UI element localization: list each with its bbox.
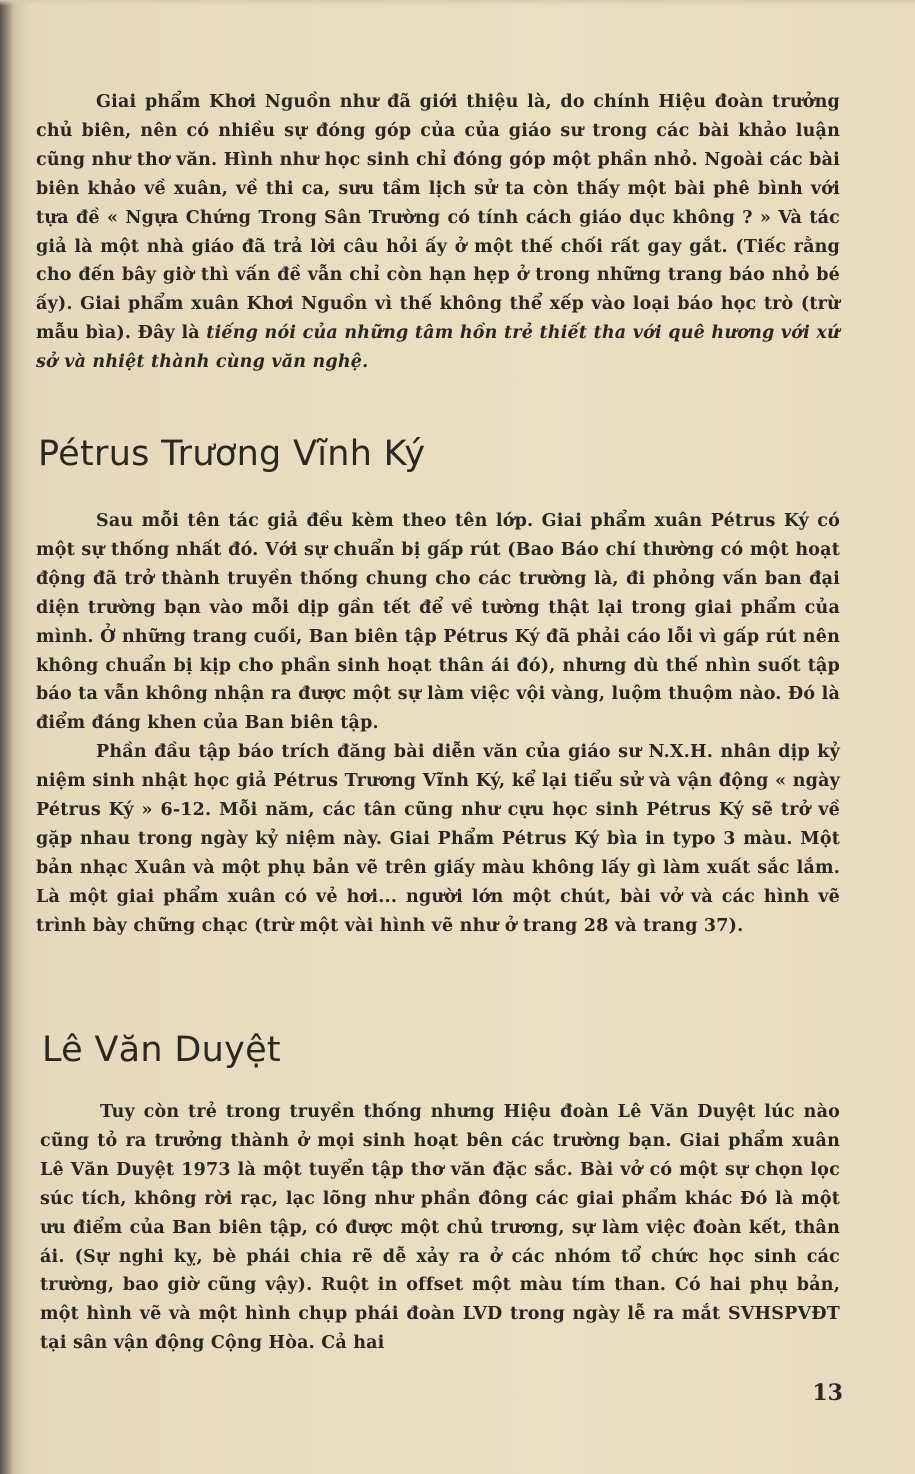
page-number: 13 [812, 1380, 843, 1406]
section-heading-petrus-ky: Pétrus Trương Vĩnh Ký [38, 434, 426, 474]
paragraph-1 [36, 88, 840, 377]
paragraph-1-italic: tiếng nói của những tâm hồn trẻ thiết tha với quê hương với xứ sở và nhiệt thành cùng văn nghệ. [36, 323, 840, 373]
section-le-van-duyet-body [40, 1098, 840, 1358]
paragraph-4: Tuy còn trẻ trong truyền thống nhưng Hiệu đoàn Lê Văn Duyệt lúc nào cũng tỏ ra trưởng thành ở mọi sinh hoạt bên các trường bạn. Giai phẩm xuân Lê Văn Duyệt 1973 là một tuyển tập thơ văn đặc sắc. Bài vở có một sự chọn lọc súc tích, không rời rạc, lạc lõng như phần đông các giai phẩm khác Đó là một ưu điểm của Ban biên tập, có được một chủ trương, sự làm việc đoàn kết, thân ái. (Sự nghi kỵ, bè phái chia rẽ dễ xảy ra ở các nhóm tổ chức học sinh các trường, bao giờ cũng vậy). Ruột in offset một màu tím than. Có hai phụ bản, một hình vẽ và một hình chụp phái đoàn LVD trong ngày lễ ra mắt SVHSPVĐT tại sân vận động Cộng Hòa. Cả hai [40, 1102, 840, 1354]
section-heading-le-van-duyet: Lê Văn Duyệt [42, 1030, 281, 1070]
paragraph-khoi-nguon [36, 88, 840, 377]
paragraph-2: Sau mỗi tên tác giả đều kèm theo tên lớp. Giai phẩm xuân Pétrus Ký có một sự thống nhất đó. Với sự chuẩn bị gấp rút (Bao Báo chí thường có một hoạt động đã trở thành truyền thống chung cho các trường là, đi phỏng vấn ban đại diện trường bạn vào mỗi dịp gần tết để về tường thật lại trong giai phẩm của mình. Ở những trang cuối, Ban biên tập Pétrus Ký đã phải cáo lỗi vì gấp rút nên không chuẩn bị kịp cho phần sinh hoạt thân ái đó), nhưng dù thế nhìn suốt tập báo ta vẫn không nhận ra được một sự làm việc vội vàng, luộm thuộm nào. Đó là điểm đáng khen của Ban biên tập. [36, 511, 840, 734]
section-petrus-ky-body [36, 507, 840, 941]
page-top-edge [0, 0, 915, 6]
paragraph-1-text: Giai phẩm Khơi Nguồn như đã giới thiệu là, do chính Hiệu đoàn trưởng chủ biên, nên có nhiều sự đóng góp của của giáo sư trong các bài khảo luận cũng như thơ văn. Hình như học sinh chỉ đóng góp một phần nhỏ. Ngoài các bài biên khảo về xuân, về thi ca, sưu tầm lịch sử ta còn thấy một bài phê bình với tựa đề « Ngựa Chứng Trong Sân Trường có tính cách giáo dục không ? » Và tác giả là một nhà giáo đã trả lời câu hỏi ấy ở một thế chối rất gay gắt. (Tiếc rằng cho đến bây giờ thì vấn đề vẫn chỉ còn hạn hẹp ở trong những trang báo nhỏ bé ấy). Giai phẩm xuân Khơi Nguồn vì thế không thể xếp vào loại báo học trò (trừ mẫu bìa). Đây là [36, 92, 840, 344]
paragraph-3: Phần đầu tập báo trích đăng bài diễn văn của giáo sư N.X.H. nhân dịp kỷ niệm sinh nhật học giả Pétrus Trương Vĩnh Ký, kể lại tiểu sử và vận động « ngày Pétrus Ký » 6-12. Mỗi năm, các tân cũng như cựu học sinh Pétrus Ký sẽ trở về gặp nhau trong ngày kỷ niệm này. Giai Phẩm Pétrus Ký bìa in typo 3 màu. Một bản nhạc Xuân và một phụ bản vẽ trên giấy màu không lấy gì làm xuất sắc lắm. Là một giai phẩm xuân có vẻ hơi... người lớn một chút, bài vở và các hình vẽ trình bày chững chạc (trừ một vài hình vẽ như ở trang 28 và trang 37). [36, 742, 840, 936]
